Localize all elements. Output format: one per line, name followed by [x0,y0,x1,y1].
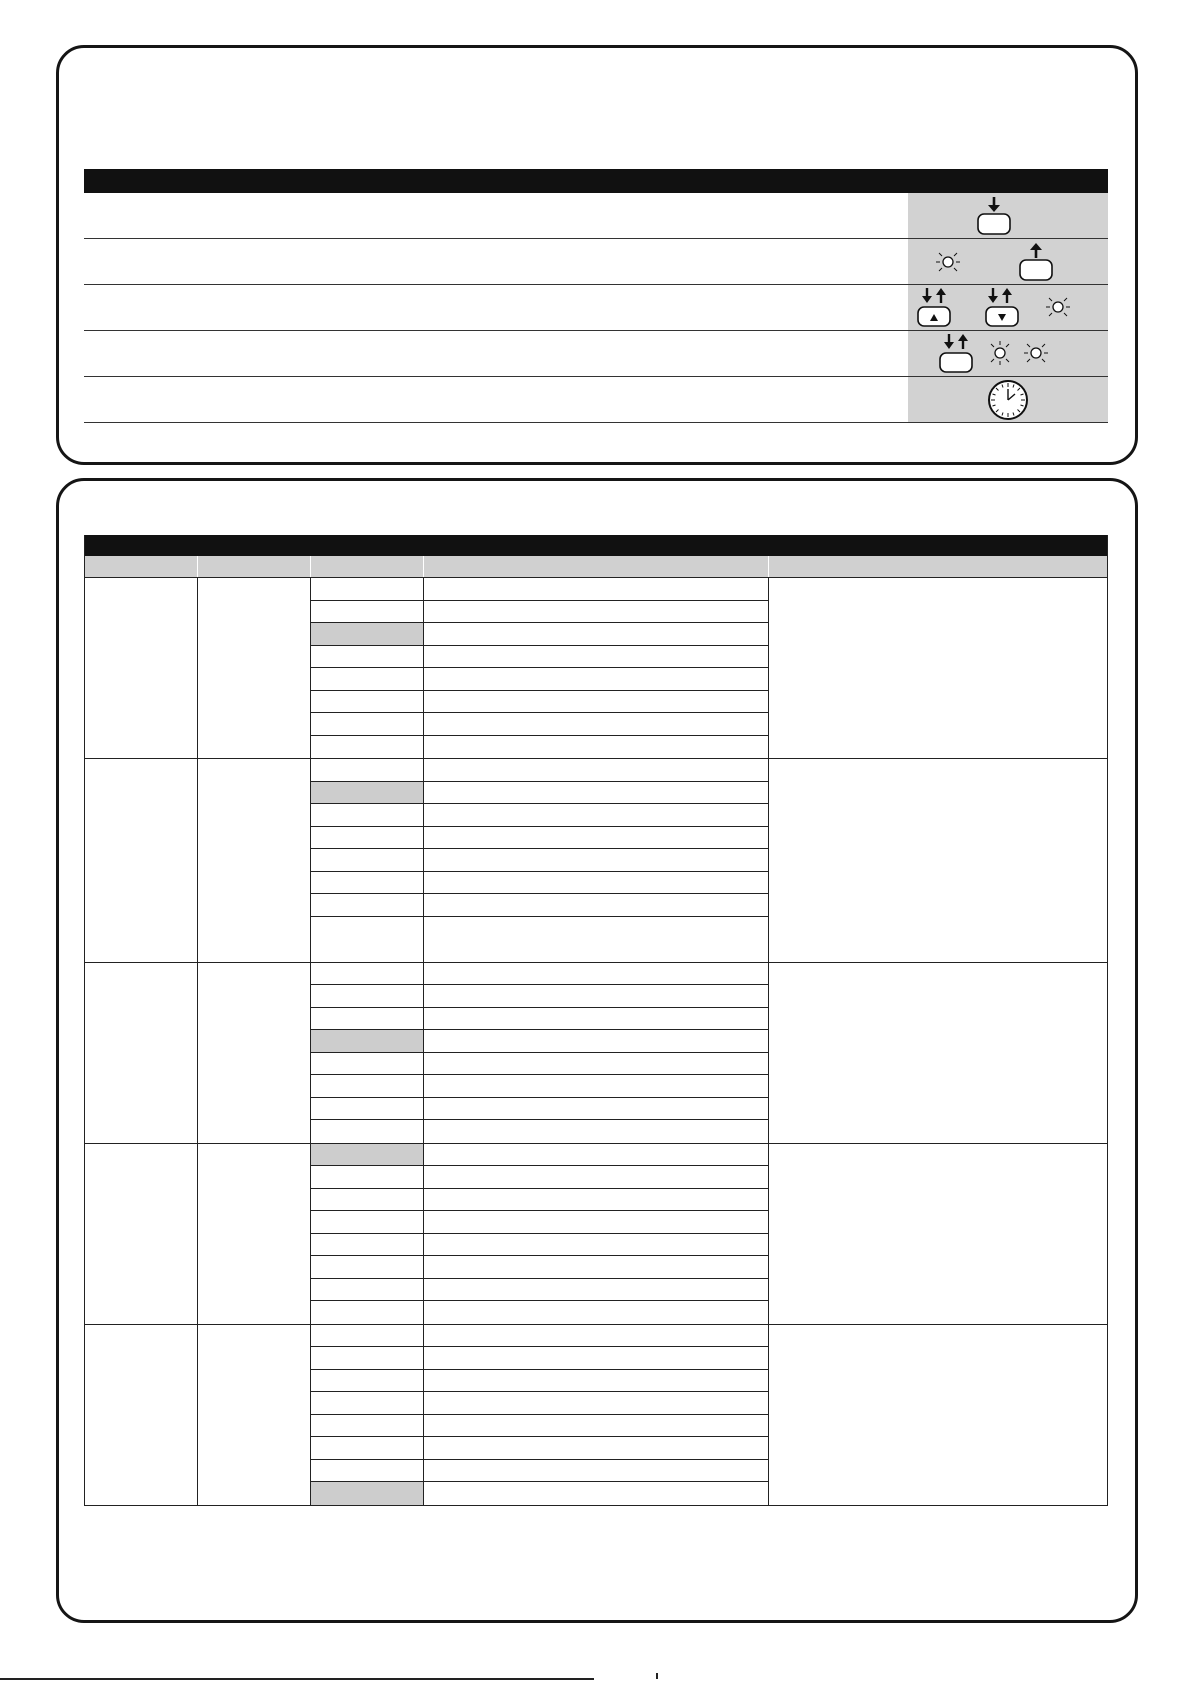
step-icons [908,331,1108,376]
option-row [311,668,768,691]
down-button-icon [986,288,1018,326]
option-description [424,1347,768,1369]
option-row [311,736,768,759]
column-header [424,556,769,577]
option-value [311,1301,424,1324]
parameter-led [85,1325,198,1505]
option-value [311,1347,424,1369]
option-value [311,1166,424,1188]
option-description [424,872,768,894]
option-value [311,1460,424,1482]
option-row [311,894,768,917]
option-value [311,1437,424,1459]
option-description [424,1075,768,1097]
option-description [424,1030,768,1052]
option-value [311,827,424,849]
option-value [311,1325,424,1347]
procedure-step-5 [84,377,1108,423]
parameters-table-columns [85,556,1107,578]
parameter-group [85,963,1107,1144]
option-row [311,1098,768,1121]
option-description [424,1189,768,1211]
parameter-options [311,963,769,1143]
option-value [311,804,424,826]
column-header [311,556,424,577]
option-value [311,1279,424,1301]
option-row [311,1279,768,1302]
option-value [311,1370,424,1392]
led-blinking-icon [1024,344,1048,362]
parameter-group [85,1144,1107,1325]
option-description [424,1098,768,1120]
option-row [311,1053,768,1076]
option-row [311,827,768,850]
option-description [424,1279,768,1301]
parameter-description [769,578,1107,758]
option-value [311,1008,424,1030]
footer-mark [656,1673,658,1679]
parameter-led [85,578,198,758]
option-description [424,963,768,985]
parameter-name [198,578,311,758]
column-header [85,556,198,577]
step-text [84,377,906,422]
parameter-options [311,759,769,962]
option-value [311,668,424,690]
clock-icon [989,381,1027,419]
option-row [311,623,768,646]
option-value [311,1120,424,1143]
procedure-step-1 [84,193,1108,239]
option-value [311,872,424,894]
option-value-default [311,1482,424,1505]
option-description [424,713,768,735]
option-row [311,1075,768,1098]
column-header [769,556,1107,577]
procedure-step-4 [84,331,1108,377]
option-row [311,646,768,669]
option-row [311,1030,768,1053]
option-description [424,1301,768,1324]
option-description [424,1482,768,1505]
option-value [311,1189,424,1211]
option-value [311,1075,424,1097]
option-value [311,1053,424,1075]
option-description [424,1415,768,1437]
parameter-description [769,1325,1107,1505]
option-value [311,1392,424,1414]
option-row [311,1460,768,1483]
option-row [311,917,768,962]
option-value [311,646,424,668]
column-header [198,556,311,577]
option-description [424,985,768,1007]
option-value [311,1256,424,1278]
option-description [424,917,768,962]
option-value [311,759,424,781]
footer-rule [0,1678,594,1680]
option-row [311,759,768,782]
option-description [424,736,768,759]
option-row [311,1234,768,1257]
option-description [424,1460,768,1482]
option-row [311,1120,768,1143]
step-text [84,331,906,376]
parameter-led [85,1144,198,1324]
option-row [311,1256,768,1279]
option-description [424,759,768,781]
step-icons [908,193,1108,238]
option-row [311,578,768,601]
option-description [424,1437,768,1459]
button-press-release-icon [940,334,972,372]
option-row [311,1166,768,1189]
parameter-led [85,963,198,1143]
option-row [311,963,768,986]
procedure-step-3 [84,285,1108,331]
option-description [424,1053,768,1075]
parameter-description [769,963,1107,1143]
option-row [311,985,768,1008]
option-description [424,1008,768,1030]
parameter-options [311,578,769,758]
parameter-group [85,759,1107,963]
parameter-led [85,759,198,962]
parameter-group [85,1325,1107,1505]
option-value [311,963,424,985]
option-row [311,1211,768,1234]
option-description [424,691,768,713]
option-value [311,894,424,916]
option-row [311,601,768,624]
option-description [424,1166,768,1188]
option-value [311,1098,424,1120]
option-row [311,713,768,736]
led-blinking-icon [1046,298,1070,316]
option-value-default [311,782,424,804]
procedure-step-2 [84,239,1108,285]
option-value-default [311,1030,424,1052]
step-text [84,193,906,238]
option-row [311,1301,768,1324]
step-icons [908,377,1108,422]
option-row [311,872,768,895]
led-blinking-icon [991,341,1009,365]
procedure-table-header [84,169,1108,193]
parameter-options [311,1325,769,1505]
option-row [311,849,768,872]
option-value [311,691,424,713]
option-description [424,601,768,623]
option-description [424,849,768,871]
option-row [311,1144,768,1167]
option-description [424,646,768,668]
option-row [311,1347,768,1370]
option-value-default [311,1144,424,1166]
option-description [424,1144,768,1166]
option-description [424,1234,768,1256]
parameters-table [84,535,1108,1506]
option-row [311,1415,768,1438]
parameter-description [769,759,1107,962]
parameter-name [198,1325,311,1505]
option-description [424,668,768,690]
option-value [311,985,424,1007]
option-value [311,917,424,962]
option-value-default [311,623,424,645]
option-row [311,1189,768,1212]
option-row [311,1482,768,1505]
option-description [424,1325,768,1347]
option-row [311,1008,768,1031]
step-icons [908,239,1108,284]
option-value [311,713,424,735]
parameters-table-header [85,535,1107,556]
parameter-description [769,1144,1107,1324]
option-value [311,1234,424,1256]
button-release-icon [1020,243,1052,280]
option-description [424,1392,768,1414]
option-row [311,1392,768,1415]
option-row [311,1370,768,1393]
option-value [311,601,424,623]
option-value [311,736,424,759]
option-description [424,1120,768,1143]
option-value [311,849,424,871]
procedure-table [84,169,1108,423]
option-value [311,1415,424,1437]
button-press-icon [978,197,1010,234]
option-value [311,1211,424,1233]
option-row [311,782,768,805]
option-row [311,691,768,714]
option-row [311,804,768,827]
option-description [424,578,768,600]
parameter-name [198,1144,311,1324]
parameters-table-body [85,578,1107,1505]
option-description [424,1370,768,1392]
step-text [84,285,906,330]
led-blinking-icon [936,253,960,271]
parameter-group [85,578,1107,759]
option-description [424,804,768,826]
step-icons [908,285,1108,330]
option-description [424,894,768,916]
parameter-name [198,963,311,1143]
option-description [424,782,768,804]
up-button-icon [918,288,950,326]
parameter-name [198,759,311,962]
option-description [424,1211,768,1233]
step-text [84,239,906,284]
option-row [311,1437,768,1460]
option-description [424,827,768,849]
option-description [424,623,768,645]
parameter-options [311,1144,769,1324]
option-value [311,578,424,600]
option-row [311,1325,768,1348]
option-description [424,1256,768,1278]
